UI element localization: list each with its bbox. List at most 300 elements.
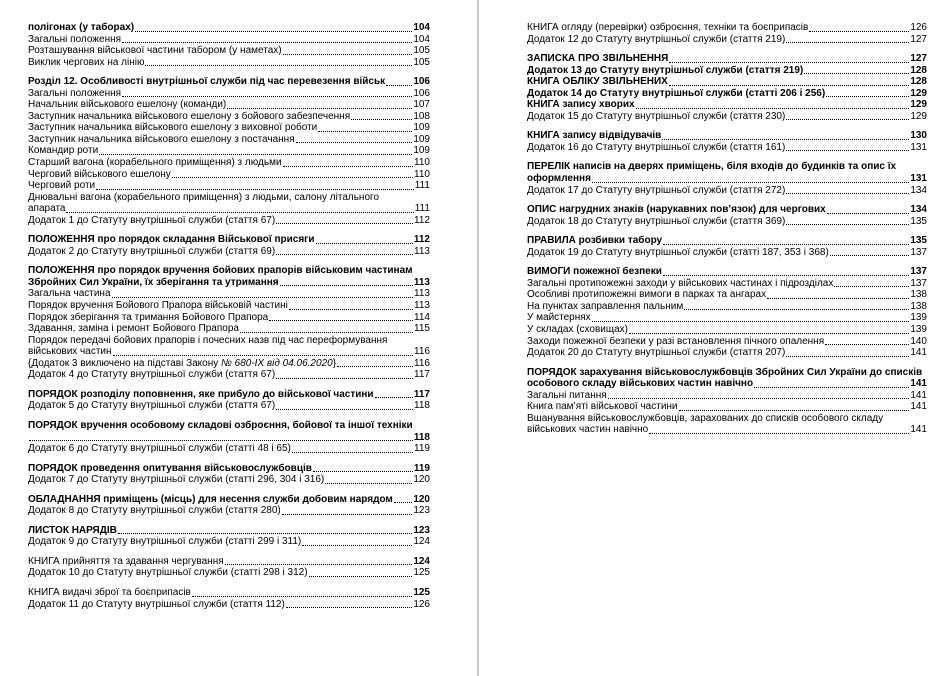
toc-entry[interactable] — [28, 34, 430, 46]
toc-entry-title — [28, 587, 191, 599]
toc-page-number: 141 — [910, 347, 927, 359]
toc-entry[interactable] — [527, 235, 927, 247]
toc-entry-row — [28, 57, 430, 69]
toc-entry-row — [28, 76, 430, 88]
toc-entry-title-text: ЗАПИСКА ПРО ЗВІЛЬНЕННЯ — [527, 53, 669, 65]
toc-entry-title-cont: Збройних Сил України, їх зберігання та утримання — [28, 276, 279, 288]
toc-entry[interactable] — [28, 99, 430, 111]
leader-dots — [113, 354, 414, 356]
toc-page-number: 112 — [414, 214, 430, 226]
toc-entry-title — [527, 130, 661, 142]
toc-page-number: 138 — [910, 289, 927, 301]
toc-entry-row — [28, 45, 430, 57]
toc-entry-title-cont: військових частин — [28, 346, 112, 358]
toc-entry-row — [28, 505, 430, 517]
toc-entry-row — [28, 180, 430, 192]
leader-dots — [663, 243, 909, 245]
toc-entry-row — [28, 369, 430, 381]
toc-entry-title-line — [527, 161, 927, 173]
toc-entry[interactable] — [527, 142, 927, 154]
toc-entry-title — [527, 76, 668, 88]
toc-entry-row — [28, 145, 430, 157]
toc-page-number: 110 — [414, 157, 430, 169]
toc-entry-title — [28, 88, 121, 100]
toc-entry[interactable] — [28, 246, 430, 258]
toc-entry-row — [527, 347, 927, 359]
toc-entry-title-text: ПОЛОЖЕННЯ про порядок складання Військової присяги — [28, 234, 315, 246]
leader-dots — [386, 84, 412, 86]
toc-entry-title — [28, 180, 95, 192]
toc-entry-title — [28, 323, 239, 335]
toc-entry-title — [28, 599, 285, 611]
toc-entry[interactable] — [527, 204, 927, 216]
toc-entry[interactable] — [28, 389, 430, 401]
toc-entry-title — [28, 57, 144, 69]
toc-entry-title-text: Особливі протипожежні вимоги в парках та ангарах — [527, 289, 767, 301]
toc-entry-title — [527, 235, 662, 247]
toc-entry-title — [28, 358, 336, 370]
toc-entry[interactable] — [28, 312, 430, 324]
toc-page-number: 113 — [414, 245, 430, 257]
toc-entry-row — [527, 324, 927, 336]
toc-entry-title-text: Додаток 15 до Статуту внутрішньої служби (стаття 230) — [527, 110, 786, 122]
leader-dots — [830, 254, 910, 256]
leader-dots — [684, 308, 909, 310]
toc-page-number: 123 — [413, 505, 430, 517]
toc-entry-title-text: Здавання, заміна і ремонт Бойового Прапора — [28, 323, 239, 335]
leader-dots — [192, 595, 412, 597]
toc-entry[interactable] — [527, 76, 927, 88]
toc-entry[interactable] — [28, 505, 430, 517]
toc-entry-title — [527, 216, 785, 228]
toc-entry-title — [28, 288, 111, 300]
toc-entry-row — [28, 246, 430, 258]
toc-entry[interactable] — [527, 161, 927, 184]
leader-dots — [99, 153, 412, 155]
toc-entry-title-text: Додаток 14 до Статуту внутрішньої служби (статті 206 і 256) — [527, 87, 826, 99]
toc-entry[interactable] — [527, 301, 927, 313]
toc-page-number: 141 — [910, 424, 927, 436]
toc-entry[interactable] — [527, 65, 927, 77]
toc-entry[interactable] — [527, 336, 927, 348]
toc-entry-title — [28, 45, 282, 57]
toc-entry-row — [28, 122, 430, 134]
toc-entry-title — [28, 99, 226, 111]
toc-entry-row — [28, 494, 430, 506]
toc-right-column — [527, 22, 927, 436]
leader-dots — [96, 188, 414, 190]
toc-entry-row — [527, 216, 927, 228]
leader-dots — [325, 482, 412, 484]
toc-entry-title-text: КНИГА запису відвідувачів — [527, 130, 662, 142]
toc-entry[interactable] — [28, 525, 430, 537]
leader-dots — [809, 30, 909, 32]
toc-entry-title — [28, 389, 374, 401]
toc-entry-title-text: Додаток 8 до Статуту внутрішньої служби (стаття 280) — [28, 505, 281, 517]
toc-entry-title-text: У складах (сховищах) — [527, 324, 628, 336]
leader-dots — [786, 149, 909, 151]
toc-entry-title — [28, 111, 350, 123]
toc-entry-row — [28, 587, 430, 599]
toc-entry-title-text: Додаток 19 до Статуту внутрішньої служби (статті 187, 353 і 368) — [527, 246, 829, 258]
toc-entry-title — [28, 157, 282, 169]
leader-dots — [592, 181, 909, 183]
toc-entry[interactable] — [28, 45, 430, 57]
toc-entry[interactable] — [28, 288, 430, 300]
toc-page-number: 129 — [910, 99, 927, 111]
toc-page-number: 125 — [413, 567, 430, 579]
toc-entry-title-text: ОПИС нагрудних знаків (нарукавних пов’язок) для чергових — [527, 204, 826, 216]
toc-page-number: 117 — [414, 369, 430, 381]
toc-entry[interactable] — [28, 536, 430, 548]
toc-page-number: 125 — [413, 586, 430, 598]
toc-entry-title-text: ВИМОГИ пожежної безпеки — [527, 266, 662, 278]
toc-entry-row — [28, 400, 430, 412]
leader-dots — [302, 544, 412, 546]
toc-entry-row — [527, 22, 927, 34]
toc-entry-title-text: Порядок зберігання та тримання Бойового Прапора — [28, 311, 269, 323]
toc-entry-title-text: ПРАВИЛА розбивки табору — [527, 235, 663, 247]
toc-entry-row — [527, 278, 927, 290]
toc-page-number: 127 — [910, 33, 927, 45]
toc-page-number: 135 — [910, 235, 927, 247]
toc-entry[interactable] — [527, 247, 927, 259]
toc-entry[interactable] — [28, 76, 430, 88]
toc-entry-row — [28, 288, 430, 300]
toc-entry-title — [527, 390, 607, 402]
leader-dots — [827, 212, 910, 214]
toc-entry-title — [28, 525, 117, 537]
toc-entry[interactable] — [28, 157, 430, 169]
toc-page-number: 118 — [413, 431, 430, 443]
toc-entry-title-text: Додаток 2 до Статуту внутрішньої служби (стаття 69) — [28, 245, 276, 257]
leader-dots — [280, 284, 413, 286]
toc-entry-title-text: Заступник начальника військового ешелону з виховної роботи — [28, 122, 318, 134]
toc-entry[interactable] — [28, 145, 430, 157]
toc-page-number: 134 — [910, 184, 927, 196]
toc-entry[interactable] — [28, 265, 430, 288]
toc-entry-row — [28, 88, 430, 100]
toc-entry-title — [527, 247, 829, 259]
toc-page-number: 137 — [910, 266, 927, 278]
toc-page-number: 109 — [413, 145, 430, 157]
toc-page-number: 104 — [413, 22, 430, 33]
toc-entry[interactable] — [28, 443, 430, 455]
toc-entry-title-text: Загальні положення — [28, 33, 122, 45]
toc-entry-title-text: Заступник начальника військового ешелону з бойового забезпечення — [28, 110, 351, 122]
toc-entry-title-text: Черговий роти — [28, 180, 96, 192]
leader-dots — [592, 320, 910, 322]
section-gap — [28, 579, 430, 587]
leader-dots — [663, 274, 909, 276]
toc-page-number: 110 — [414, 168, 430, 180]
toc-entry-title: ПЕРЕЛІК написів на дверях приміщень, біля входів до будинків та опис їх — [527, 161, 897, 173]
toc-entry-title-line — [527, 413, 927, 425]
leader-dots — [286, 606, 413, 608]
leader-dots — [316, 242, 413, 244]
toc-entry[interactable] — [527, 278, 927, 290]
toc-entry-row — [527, 204, 927, 216]
toc-page-number: 117 — [413, 388, 430, 400]
toc-entry-title-text: {Додаток 3 виключено на підставі Закону — [28, 357, 222, 369]
toc-page-number: 111 — [414, 180, 430, 192]
toc-page-number: 128 — [910, 76, 927, 88]
toc-entry-title-text: ПОРЯДОК проведення опитування військовослужбовців — [28, 462, 312, 474]
leader-dots — [786, 41, 909, 43]
toc-entry-title-text: На пунктах заправлення пальним — [527, 300, 684, 312]
toc-page-number: 139 — [910, 312, 927, 324]
toc-page-number: 123 — [413, 524, 430, 536]
toc-page-number: 131 — [910, 141, 927, 153]
section-gap — [28, 381, 430, 389]
toc-entry-row — [527, 53, 927, 65]
toc-entry-title — [28, 246, 275, 258]
section-gap — [28, 455, 430, 463]
toc-entry-title-text: Додаток 11 до Статуту внутрішньої служби (стаття 112) — [28, 598, 285, 610]
toc-entry[interactable] — [28, 300, 430, 312]
toc-entry-row — [28, 323, 430, 335]
leader-dots — [145, 64, 412, 66]
section-gap — [527, 122, 927, 130]
toc-entry-row — [527, 301, 927, 313]
toc-entry[interactable] — [527, 34, 927, 46]
section-gap — [527, 196, 927, 204]
toc-entry-row — [527, 336, 927, 348]
toc-entry-row — [28, 99, 430, 111]
toc-entry-title-text: Додаток 1 до Статуту внутрішньої служби (стаття 67) — [28, 214, 276, 226]
toc-entry-row — [28, 599, 430, 611]
toc-entry-title-text: Додаток 10 до Статуту внутрішньої служби (статті 298 і 312) — [28, 567, 308, 579]
leader-dots — [283, 165, 414, 167]
toc-page-number: 141 — [910, 378, 927, 390]
toc-entry-row — [28, 463, 430, 475]
toc-entry-title-text: Додаток 17 до Статуту внутрішньої служби (стаття 272) — [527, 184, 786, 196]
toc-entry[interactable] — [28, 400, 430, 412]
toc-entry-row — [28, 169, 430, 181]
toc-entry[interactable] — [28, 169, 430, 181]
toc-entry[interactable] — [527, 99, 927, 111]
page-divider — [477, 0, 479, 676]
toc-entry-title — [527, 289, 766, 301]
toc-entry[interactable] — [28, 358, 430, 370]
toc-entry-row — [28, 432, 430, 444]
toc-entry[interactable] — [28, 463, 430, 475]
leader-dots — [118, 532, 412, 534]
toc-entry-title-text: Загальна частина — [28, 288, 111, 300]
toc-entry-row — [28, 134, 430, 146]
toc-page-number: 109 — [413, 133, 430, 145]
toc-entry-title-text: Книга пам’яті військової частини — [527, 401, 678, 413]
toc-entry-title — [527, 347, 785, 359]
toc-entry[interactable] — [28, 323, 430, 335]
toc-entry-row — [28, 443, 430, 455]
toc-page-number: 129 — [910, 110, 927, 122]
toc-page-number: 140 — [910, 335, 927, 347]
leader-dots — [804, 72, 909, 74]
leader-dots — [282, 513, 413, 515]
toc-page-number: 106 — [413, 87, 430, 99]
toc-page-number: 113 — [414, 288, 430, 300]
toc-page-number: 116 — [414, 357, 430, 369]
leader-dots — [276, 253, 413, 255]
toc-entry[interactable] — [28, 180, 430, 192]
toc-page-number: 115 — [414, 323, 430, 335]
toc-entry-title-text: Додаток 12 до Статуту внутрішньої служби (стаття 219) — [527, 33, 786, 45]
toc-entry[interactable] — [28, 420, 430, 443]
leader-dots — [289, 308, 413, 310]
toc-entry[interactable] — [28, 587, 430, 599]
toc-entry-row — [527, 99, 927, 111]
toc-entry[interactable] — [527, 185, 927, 197]
toc-entry[interactable] — [527, 216, 927, 228]
leader-dots — [225, 563, 413, 565]
toc-entry-row — [527, 390, 927, 402]
toc-page-number: 108 — [413, 110, 430, 122]
toc-page-number: 106 — [413, 76, 430, 88]
toc-entry-title — [28, 134, 295, 146]
toc-entry[interactable] — [527, 367, 927, 390]
toc-entry[interactable] — [28, 22, 430, 34]
toc-page-number: 119 — [414, 443, 430, 455]
toc-page-number: 116 — [414, 346, 430, 358]
toc-entry-title: Днювальні вагона (корабельного приміщення) з людьми, салону літального — [28, 191, 380, 203]
toc-entry-title — [28, 474, 324, 486]
toc-entry-row — [527, 378, 927, 390]
toc-entry[interactable] — [527, 401, 927, 413]
toc-entry[interactable] — [527, 130, 927, 142]
toc-entry[interactable] — [527, 312, 927, 324]
leader-dots — [662, 138, 909, 140]
toc-entry[interactable] — [28, 111, 430, 123]
toc-entry[interactable] — [28, 88, 430, 100]
toc-entry-title-text: ЛИСТОК НАРЯДІВ — [28, 524, 117, 536]
toc-entry-title — [28, 369, 275, 381]
toc-entry[interactable] — [28, 335, 430, 358]
toc-entry-title — [28, 122, 317, 134]
toc-entry-title — [28, 567, 308, 579]
toc-entry-title-text: КНИГА видачі зброї та боєприпасів — [28, 586, 191, 598]
leader-dots — [227, 107, 412, 109]
toc-entry-title — [28, 505, 281, 517]
toc-entry[interactable] — [527, 266, 927, 278]
toc-entry[interactable] — [28, 215, 430, 227]
toc-entry[interactable] — [28, 234, 430, 246]
section-gap — [527, 359, 927, 367]
toc-page-number: 113 — [414, 300, 430, 312]
toc-entry-title: ПОРЯДОК вручення особовому складові озброєння, бойової та іншої техніки — [28, 419, 413, 431]
toc-entry[interactable] — [28, 57, 430, 69]
toc-entry[interactable] — [28, 474, 430, 486]
toc-entry-title — [527, 266, 662, 278]
toc-entry[interactable] — [28, 567, 430, 579]
toc-entry-title — [527, 34, 785, 46]
toc-entry-title — [28, 556, 224, 568]
toc-entry[interactable] — [527, 413, 927, 436]
toc-entry[interactable] — [527, 22, 927, 34]
toc-page-number: 138 — [910, 300, 927, 312]
toc-entry-row — [527, 266, 927, 278]
toc-entry-title — [28, 234, 315, 246]
toc-entry[interactable] — [527, 88, 927, 100]
toc-entry-title-cont: військових частин навічно — [527, 424, 649, 436]
toc-entry-title — [28, 169, 171, 181]
toc-entry-title-line — [28, 335, 430, 347]
toc-page-number: 129 — [910, 87, 927, 99]
toc-entry-row — [28, 567, 430, 579]
toc-entry-title — [28, 400, 275, 412]
leader-dots — [394, 501, 412, 503]
section-gap — [28, 412, 430, 420]
toc-entry-title-text: Порядок вручення Бойового Прапора військовій частині — [28, 300, 288, 312]
toc-entry[interactable] — [28, 134, 430, 146]
toc-entry[interactable] — [527, 289, 927, 301]
toc-entry[interactable] — [527, 53, 927, 65]
toc-page-number: 141 — [910, 401, 927, 413]
leader-dots — [276, 222, 413, 224]
toc-entry-title-cont: апарата — [28, 203, 66, 215]
toc-page-number: 111 — [414, 203, 430, 215]
toc-entry[interactable] — [28, 494, 430, 506]
toc-entry[interactable] — [527, 347, 927, 359]
toc-entry[interactable] — [28, 599, 430, 611]
section-gap — [28, 548, 430, 556]
toc-entry[interactable] — [28, 122, 430, 134]
toc-page-number: 112 — [413, 234, 430, 246]
toc-entry-row — [28, 358, 430, 370]
leader-dots — [309, 575, 413, 577]
leader-dots — [283, 53, 413, 55]
toc-entry[interactable] — [28, 556, 430, 568]
toc-entry-row — [527, 130, 927, 142]
toc-entry-title — [527, 301, 683, 313]
leader-dots — [834, 285, 909, 287]
toc-entry[interactable] — [527, 324, 927, 336]
section-gap — [28, 486, 430, 494]
toc-entry-title-text: КНИГА запису хворих — [527, 99, 635, 111]
toc-entry[interactable] — [527, 390, 927, 402]
toc-entry-title — [527, 99, 635, 111]
toc-entry-title-text: КНИГА огляду (перевірки) озброєння, техніки та боєприпасів — [527, 22, 809, 33]
toc-entry-title — [28, 300, 288, 312]
toc-entry-row — [527, 235, 927, 247]
toc-entry-row — [28, 111, 430, 123]
toc-entry[interactable] — [28, 192, 430, 215]
toc-entry-title — [28, 494, 393, 506]
toc-entry-row — [28, 234, 430, 246]
toc-entry-row — [28, 346, 430, 358]
toc-entry-title-text: Додаток 13 до Статуту внутрішньої служби (стаття 219) — [527, 64, 804, 76]
leader-dots — [826, 95, 909, 97]
toc-entry-title-text: КНИГА ОБЛІКУ ЗВІЛЬНЕНИХ — [527, 76, 668, 88]
toc-entry-title-text: Загальні положення — [28, 87, 122, 99]
toc-page-number: 137 — [910, 246, 927, 258]
toc-entry-title — [28, 215, 275, 227]
toc-entry-title-cont: особового складу військових частин навічно — [527, 378, 754, 390]
toc-entry[interactable] — [527, 111, 927, 123]
toc-entry-title-text: Старший вагона (корабельного приміщення) з людьми — [28, 157, 282, 169]
toc-entry-title — [527, 401, 678, 413]
toc-entry[interactable] — [28, 369, 430, 381]
leader-dots — [292, 451, 413, 453]
toc-entry-row — [527, 401, 927, 413]
section-gap — [28, 517, 430, 525]
toc-page-number: 120 — [413, 474, 430, 486]
toc-page-number: 137 — [910, 277, 927, 289]
leader-dots — [337, 365, 413, 367]
toc-entry-title-text: Начальник військового ешелону (команди) — [28, 99, 227, 111]
toc-page-number: 135 — [910, 215, 927, 227]
toc-entry-row — [527, 312, 927, 324]
